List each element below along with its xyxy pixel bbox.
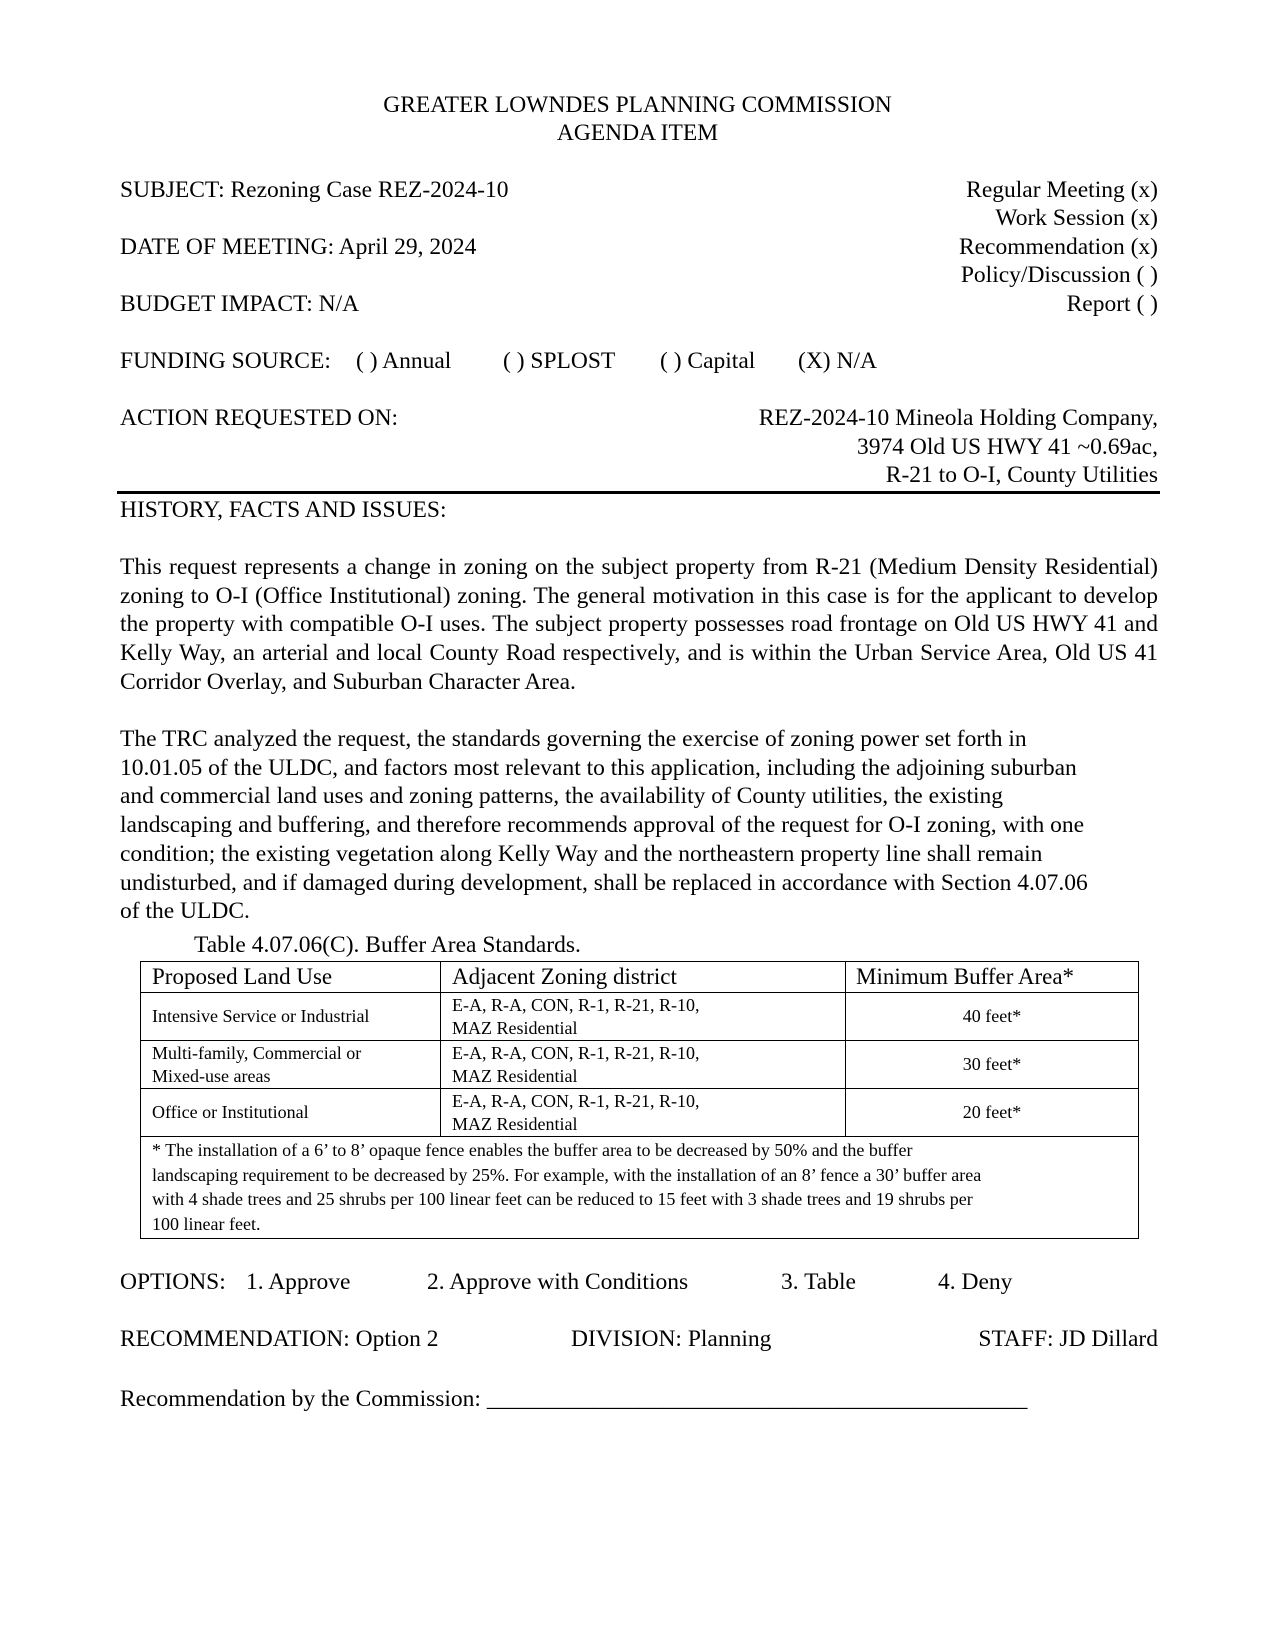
options-label: OPTIONS:: [120, 1269, 226, 1295]
cell-text: E-A, R-A, CON, R-1, R-21, R-10,: [452, 994, 700, 1015]
header-adjacent-zoning: Adjacent Zoning district: [441, 962, 846, 993]
cell-zoning: [441, 1041, 846, 1089]
table-row: [141, 1041, 1139, 1089]
cell-zoning: [441, 1089, 846, 1137]
cell-buffer: 40 feet*: [846, 993, 1139, 1041]
funding-annual: ( ) Annual: [356, 348, 452, 374]
action-line-2: 3974 Old US HWY 41 ~0.69ac,: [857, 434, 1158, 460]
meeting-type-report: Report ( ): [1066, 291, 1158, 317]
buffer-area-table: [140, 961, 1139, 1239]
funding-na: (X) N/A: [798, 348, 877, 374]
meeting-date-field: DATE OF MEETING: April 29, 2024: [120, 234, 477, 260]
division-field: DIVISION: Planning: [571, 1326, 772, 1352]
history-paragraph-1: This request represents a change in zoning on the subject property from R-21 (Medium Density Residential) zoning to O-I (Office Institutional) zoning. The general motivation in this case is for the applicant to develop the property with compatible O-I uses. The subject property possesses road frontage on Old US HWY 41 and Kelly Way, an arterial and local County Road respectively, and is within the Urban Service Area, Old US 41 Corridor Overlay, and Suburban Character Area.: [120, 554, 1158, 695]
history-heading: HISTORY, FACTS AND ISSUES:: [120, 497, 447, 523]
meeting-type-work-session: Work Session (x): [995, 205, 1158, 231]
budget-impact-field: BUDGET IMPACT: N/A: [120, 291, 360, 317]
funding-source-label: FUNDING SOURCE:: [120, 348, 331, 374]
table-row: [141, 1089, 1139, 1137]
commission-recommendation-line: Recommendation by the Commission: ______________________________________________: [120, 1386, 1028, 1412]
cell-zoning: [441, 993, 846, 1041]
paragraph-2-line: of the ULDC.: [120, 898, 250, 925]
footnote-line: landscaping requirement to be decreased by 25%. For example, with the installation of an 8’ fence a 30’ buffer area: [152, 1164, 982, 1185]
staff-field: STAFF: JD Dillard: [978, 1326, 1158, 1352]
cell-land-use: [141, 1089, 441, 1137]
section-divider: [117, 491, 1160, 494]
paragraph-2-line: landscaping and buffering, and therefore recommends approval of the request for O-I zoning, with one: [120, 812, 1085, 839]
org-title: GREATER LOWNDES PLANNING COMMISSION: [383, 92, 892, 118]
header-minimum-buffer: Minimum Buffer Area*: [846, 962, 1139, 993]
table-note-row: [141, 1137, 1139, 1239]
footnote-line: * The installation of a 6’ to 8’ opaque fence enables the buffer area to be decreased by 50% and the buffer: [152, 1140, 913, 1160]
paragraph-2-line: The TRC analyzed the request, the standards governing the exercise of zoning power set forth in: [120, 726, 1027, 752]
option-table: 3. Table: [781, 1269, 856, 1295]
recommendation-field: RECOMMENDATION: Option 2: [120, 1326, 439, 1352]
cell-buffer: 20 feet*: [846, 1089, 1139, 1137]
paragraph-2-line: and commercial land uses and zoning patterns, the availability of County utilities, the existing: [120, 783, 1004, 810]
cell-text: Multi-family, Commercial or: [152, 1042, 362, 1063]
cell-land-use: [141, 993, 441, 1041]
paragraph-2-line: 10.01.05 of the ULDC, and factors most relevant to this application, including the adjoining suburban: [120, 754, 1077, 781]
table-row: [141, 993, 1139, 1041]
cell-text: E-A, R-A, CON, R-1, R-21, R-10,: [452, 1042, 700, 1063]
agenda-item-title: AGENDA ITEM: [556, 120, 719, 146]
cell-text: MAZ Residential: [452, 1065, 578, 1086]
option-deny: 4. Deny: [938, 1269, 1013, 1295]
header-proposed-land-use: Proposed Land Use: [141, 962, 441, 993]
cell-buffer: 30 feet*: [846, 1041, 1139, 1089]
paragraph-2-line: condition; the existing vegetation along Kelly Way and the northeastern property line shall remain: [120, 840, 1043, 867]
cell-text: MAZ Residential: [452, 1017, 578, 1038]
buffer-table-caption: Table 4.07.06(C). Buffer Area Standards.: [194, 932, 581, 958]
meeting-type-regular: Regular Meeting (x): [966, 177, 1158, 203]
funding-capital: ( ) Capital: [660, 348, 756, 374]
cell-text: Mixed-use areas: [152, 1065, 271, 1086]
table-header-row: [141, 962, 1139, 993]
cell-land-use: [141, 1041, 441, 1089]
action-line-1: REZ-2024-10 Mineola Holding Company,: [758, 405, 1158, 431]
funding-splost: ( ) SPLOST: [503, 348, 616, 374]
meeting-type-recommendation: Recommendation (x): [958, 234, 1158, 260]
action-line-3: R-21 to O-I, County Utilities: [885, 462, 1158, 488]
option-approve: 1. Approve: [246, 1269, 351, 1295]
subject-field: SUBJECT: Rezoning Case REZ-2024-10: [120, 177, 509, 203]
buffer-footnote: [141, 1137, 1139, 1239]
meeting-type-policy: Policy/Discussion ( ): [960, 262, 1158, 288]
paragraph-2-line: undisturbed, and if damaged during development, shall be replaced in accordance with Section 4.07.06: [120, 869, 1088, 896]
footnote-line: 100 linear feet.: [152, 1213, 261, 1234]
footnote-line: with 4 shade trees and 25 shrubs per 100 linear feet can be reduced to 15 feet with 3 shade trees and 19 shrubs per: [152, 1189, 973, 1209]
option-approve-conditions: 2. Approve with Conditions: [427, 1269, 689, 1295]
cell-text: MAZ Residential: [452, 1113, 578, 1134]
cell-text: E-A, R-A, CON, R-1, R-21, R-10,: [452, 1090, 700, 1111]
history-paragraph-2: [120, 725, 1158, 926]
action-requested-label: ACTION REQUESTED ON:: [120, 405, 399, 431]
cell-text: Intensive Service or Industrial: [152, 1006, 370, 1026]
cell-text: Office or Institutional: [152, 1102, 309, 1122]
